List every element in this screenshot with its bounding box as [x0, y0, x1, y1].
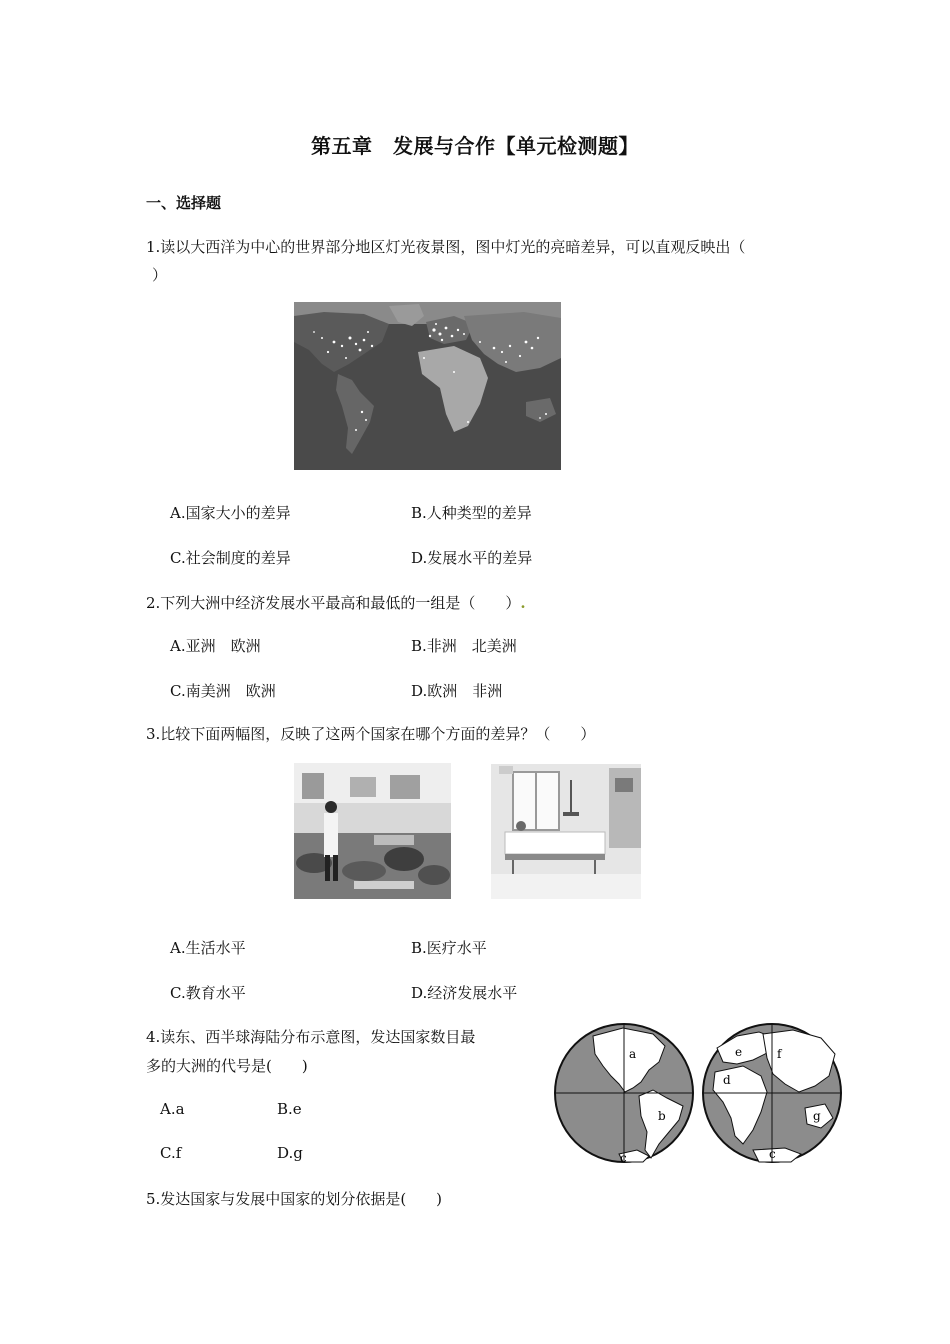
q2-option-c: C.南美洲 欧洲 [170, 682, 276, 700]
q1-option-d: D.发展水平的差异 [411, 549, 533, 567]
q1-option-b: B.人种类型的差异 [411, 504, 532, 522]
q4-option-b: B.e [277, 1100, 302, 1118]
hemispheres-map [553, 1020, 843, 1168]
q1-option-c: C.社会制度的差异 [170, 549, 291, 567]
map-label-d: d [723, 1073, 731, 1087]
map-label-f: f [777, 1047, 782, 1061]
q4-option-a: A.a [160, 1100, 185, 1118]
question-1-text-cont: ） [152, 266, 168, 284]
map-label-b: b [658, 1109, 666, 1123]
map-label-c-east: c [769, 1147, 776, 1161]
q3-option-a: A.生活水平 [170, 939, 246, 957]
q2-option-a: A.亚洲 欧洲 [170, 637, 261, 655]
q3-option-c: C.教育水平 [170, 984, 246, 1002]
page-title: 第五章 发展与合作【单元检测题】 [311, 134, 639, 158]
question-4-text: 4.读东、西半球海陆分布示意图，发达国家数目最 [146, 1028, 476, 1046]
q2-option-b: B.非洲 北美洲 [411, 637, 517, 655]
q4-option-c: C.f [160, 1144, 182, 1162]
section-heading: 一、选择题 [146, 194, 222, 212]
modern-hospital-room-photo [491, 764, 641, 899]
map-label-e: e [735, 1045, 743, 1059]
question-1-text: 1.读以大西洋为中心的世界部分地区灯光夜景图，图中灯光的亮暗差异，可以直观反映出（ [146, 238, 746, 256]
map-label-a: a [629, 1047, 637, 1061]
question-2-text [146, 592, 526, 613]
crowded-hospital-photo [294, 763, 451, 899]
question-2-dot: . [520, 594, 526, 612]
map-label-c-west: c [620, 1151, 627, 1165]
question-5-text: 5.发达国家与发展中国家的划分依据是( ) [146, 1190, 443, 1208]
question-2-label: 2.下列大洲中经济发展水平最高和最低的一组是（ ） [146, 594, 521, 612]
question-3-text: 3.比较下面两幅图，反映了这两个国家在哪个方面的差异？（ ） [146, 725, 596, 743]
question-4-text-cont: 多的大洲的代号是( ) [146, 1057, 308, 1075]
q3-option-d: D.经济发展水平 [411, 984, 518, 1002]
q3-option-b: B.医疗水平 [411, 939, 487, 957]
world-night-lights-map [294, 302, 561, 470]
q1-option-a: A.国家大小的差异 [170, 504, 291, 522]
q4-option-d: D.g [277, 1144, 303, 1162]
map-label-g: g [813, 1109, 821, 1123]
q2-option-d: D.欧洲 非洲 [411, 682, 503, 700]
